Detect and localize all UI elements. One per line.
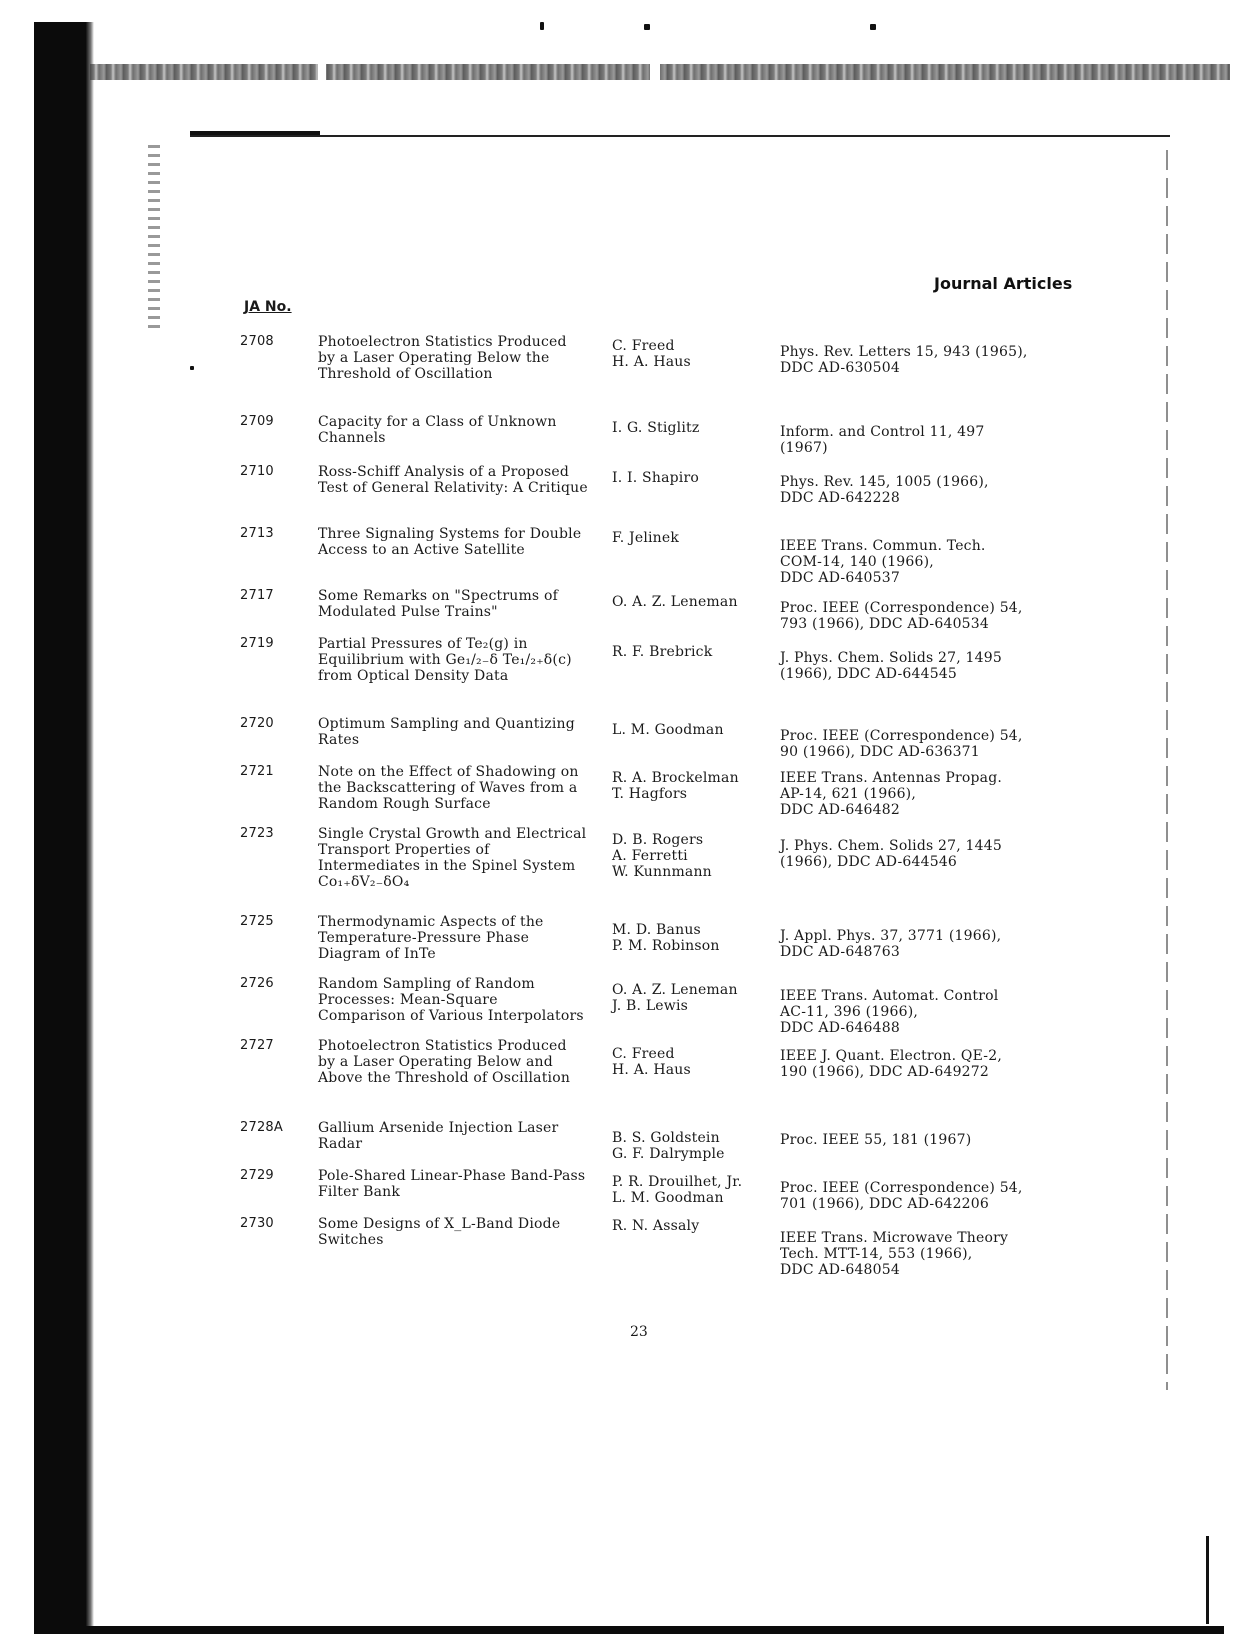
article-reference: IEEE Trans. Commun. Tech. COM-14, 140 (1966), DDC AD-640537 bbox=[780, 538, 986, 586]
article-reference: Inform. and Control 11, 497 (1967) bbox=[780, 424, 985, 456]
article-reference: J. Phys. Chem. Solids 27, 1445 (1966), DDC AD-644546 bbox=[780, 838, 1002, 870]
scan-margin-line bbox=[1166, 150, 1168, 1390]
article-title: Some Designs of X_L-Band Diode Switches bbox=[318, 1216, 561, 1248]
article-authors: R. N. Assaly bbox=[612, 1218, 700, 1234]
article-reference: IEEE Trans. Automat. Control AC-11, 396 (1966), DDC AD-646488 bbox=[780, 988, 999, 1036]
article-authors: R. F. Brebrick bbox=[612, 644, 713, 660]
scan-border-left bbox=[34, 22, 90, 1632]
article-title: Partial Pressures of Te₂(g) in Equilibrium with Ge₁/₂₋δ Te₁/₂₊δ(c) from Optical Density Data bbox=[318, 636, 572, 684]
article-authors: B. S. Goldstein G. F. Dalrymple bbox=[612, 1130, 725, 1162]
article-title: Some Remarks on "Spectrums of Modulated Pulse Trains" bbox=[318, 588, 558, 620]
scan-gap bbox=[650, 64, 660, 80]
article-title: Single Crystal Growth and Electrical Transport Properties of Intermediates in the Spinel System Co₁₊δV₂₋δO₄ bbox=[318, 826, 587, 890]
article-authors: I. G. Stiglitz bbox=[612, 420, 700, 436]
article-authors: I. I. Shapiro bbox=[612, 470, 699, 486]
article-reference: J. Phys. Chem. Solids 27, 1495 (1966), DDC AD-644545 bbox=[780, 650, 1002, 682]
article-reference: Proc. IEEE 55, 181 (1967) bbox=[780, 1132, 972, 1148]
article-reference: J. Appl. Phys. 37, 3771 (1966), DDC AD-648763 bbox=[780, 928, 1002, 960]
ja-number: 2708 bbox=[240, 334, 274, 349]
article-reference: IEEE Trans. Antennas Propag. AP-14, 621 (1966), DDC AD-646482 bbox=[780, 770, 1003, 818]
article-title: Random Sampling of Random Processes: Mean-Square Comparison of Various Interpolators bbox=[318, 976, 584, 1024]
article-reference: IEEE J. Quant. Electron. QE-2, 190 (1966), DDC AD-649272 bbox=[780, 1048, 1002, 1080]
article-title: Three Signaling Systems for Double Access to an Active Satellite bbox=[318, 526, 582, 558]
column-header-ja-no: JA No. bbox=[244, 299, 292, 315]
scan-speck bbox=[540, 22, 544, 30]
scan-gap bbox=[318, 64, 326, 80]
ja-number: 2723 bbox=[240, 826, 274, 841]
ja-number: 2720 bbox=[240, 716, 274, 731]
article-authors: F. Jelinek bbox=[612, 530, 680, 546]
article-reference: Phys. Rev. Letters 15, 943 (1965), DDC AD-630504 bbox=[780, 344, 1028, 376]
ja-number: 2709 bbox=[240, 414, 274, 429]
scan-speck bbox=[870, 24, 876, 30]
article-reference: Phys. Rev. 145, 1005 (1966), DDC AD-642228 bbox=[780, 474, 989, 506]
page-number: 23 bbox=[630, 1324, 648, 1340]
article-authors: D. B. Rogers A. Ferretti W. Kunnmann bbox=[612, 832, 712, 880]
article-authors: L. M. Goodman bbox=[612, 722, 724, 738]
ja-number: 2717 bbox=[240, 588, 274, 603]
ja-number: 2721 bbox=[240, 764, 274, 779]
ja-number: 2713 bbox=[240, 526, 274, 541]
article-authors: C. Freed H. A. Haus bbox=[612, 1046, 691, 1078]
ja-number: 2728A bbox=[240, 1120, 283, 1135]
ja-number: 2730 bbox=[240, 1216, 274, 1231]
article-reference: Proc. IEEE (Correspondence) 54, 793 (1966), DDC AD-640534 bbox=[780, 600, 1023, 632]
article-reference: IEEE Trans. Microwave Theory Tech. MTT-14, 553 (1966), DDC AD-648054 bbox=[780, 1230, 1009, 1278]
article-title: Pole-Shared Linear-Phase Band-Pass Filter Bank bbox=[318, 1168, 586, 1200]
article-reference: Proc. IEEE (Correspondence) 54, 701 (1966), DDC AD-642206 bbox=[780, 1180, 1023, 1212]
scan-speck bbox=[190, 366, 194, 370]
scan-border-bottom bbox=[34, 1626, 1224, 1634]
ja-number: 2719 bbox=[240, 636, 274, 651]
ja-number: 2725 bbox=[240, 914, 274, 929]
article-title: Gallium Arsenide Injection Laser Radar bbox=[318, 1120, 559, 1152]
article-authors: C. Freed H. A. Haus bbox=[612, 338, 691, 370]
article-title: Photoelectron Statistics Produced by a Laser Operating Below the Threshold of Oscillation bbox=[318, 334, 567, 382]
article-title: Optimum Sampling and Quantizing Rates bbox=[318, 716, 575, 748]
scan-corner-mark bbox=[1206, 1536, 1209, 1624]
article-authors: P. R. Drouilhet, Jr. L. M. Goodman bbox=[612, 1174, 743, 1206]
scan-noise bbox=[148, 145, 160, 330]
article-authors: O. A. Z. Leneman bbox=[612, 594, 738, 610]
scan-speck bbox=[644, 24, 650, 30]
article-title: Ross-Schiff Analysis of a Proposed Test of General Relativity: A Critique bbox=[318, 464, 588, 496]
scan-border-top bbox=[90, 64, 1230, 80]
article-authors: M. D. Banus P. M. Robinson bbox=[612, 922, 720, 954]
article-title: Note on the Effect of Shadowing on the Backscattering of Waves from a Random Rough Surface bbox=[318, 764, 579, 812]
article-title: Capacity for a Class of Unknown Channels bbox=[318, 414, 557, 446]
header-rule bbox=[190, 135, 1170, 137]
article-authors: R. A. Brockelman T. Hagfors bbox=[612, 770, 739, 802]
ja-number: 2727 bbox=[240, 1038, 274, 1053]
article-reference: Proc. IEEE (Correspondence) 54, 90 (1966), DDC AD-636371 bbox=[780, 728, 1023, 760]
ja-number: 2729 bbox=[240, 1168, 274, 1183]
article-authors: O. A. Z. Leneman J. B. Lewis bbox=[612, 982, 738, 1014]
article-title: Photoelectron Statistics Produced by a Laser Operating Below and Above the Threshold of Oscillation bbox=[318, 1038, 571, 1086]
article-title: Thermodynamic Aspects of the Temperature-Pressure Phase Diagram of InTe bbox=[318, 914, 544, 962]
ja-number: 2710 bbox=[240, 464, 274, 479]
section-title: Journal Articles bbox=[934, 274, 1073, 293]
ja-number: 2726 bbox=[240, 976, 274, 991]
